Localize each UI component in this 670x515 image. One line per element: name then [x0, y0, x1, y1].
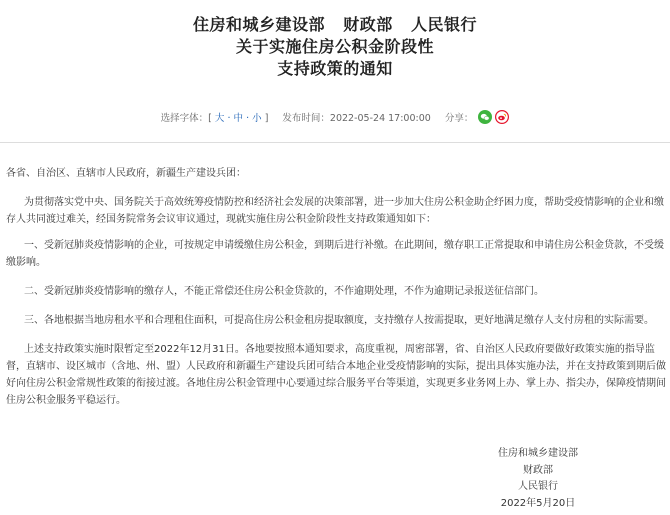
item-1-paragraph: 一、受新冠肺炎疫情影响的企业，可按规定申请缓缴住房公积金，到期后进行补缴。在此期间，缴存职工正常提取和申请住房公积金贷款，不受缓缴影响。 — [6, 240, 664, 268]
closing-paragraph: 上述支持政策实施时限暂定至2022年12月31日。各地要按照本通知要求，高度重视，周密部署，省、自治区人民政府要做好政策实施的指导监督，直辖市、设区城市（含地、州、盟）人民政府和新疆生产建设兵团可结合本地企业受疫情影响的实际，提出具体实施办法，并在支持政策到期后做好向住房公积金常规性政策的衔接过渡。各地住房公积金管理中心要通过综合服务平台等渠道，实现更多业务网上办、掌上办、指尖办，保障疫情期间住房公积金服务平稳运行。 — [6, 344, 666, 406]
intro-paragraph: 为贯彻落实党中央、国务院关于高效统筹疫情防控和经济社会发展的决策部署，进一步加大住房公积金助企纾困力度，帮助受疫情影响的企业和缴存人共同渡过难关，经国务院常务会议审议通过，现就实施住房公积金阶段性支持政策通知如下： — [6, 197, 664, 225]
share-label: 分享： — [444, 113, 474, 124]
font-size-small-link[interactable]: 小 — [252, 113, 262, 124]
share-icons — [478, 110, 509, 124]
font-size-medium-link[interactable]: 中 — [233, 113, 244, 124]
article-title — [0, 14, 670, 80]
signature-org-1: 住房和城乡建设部 — [498, 448, 578, 459]
item-3-paragraph: 三、各地根据当地房租水平和合理租住面积，可提高住房公积金租房提取额度，支持缴存人按需提取，更好地满足缴存人支付房租的实际需要。 — [24, 315, 654, 326]
font-size-label: 选择字体：[ — [160, 113, 212, 124]
article-body — [6, 165, 666, 409]
signature-date: 2022年5月20日 — [500, 497, 576, 509]
publish-date: 发布时间：2022-05-24 17:00:00 — [282, 113, 431, 124]
font-size-large-link[interactable]: 大 — [214, 113, 225, 124]
meta-divider — [0, 142, 670, 143]
title-line-1: 住房和城乡建设部 财政部 人民银行 — [193, 15, 477, 34]
title-line-2: 关于实施住房公积金阶段性 — [235, 37, 434, 56]
signature-org-3: 人民银行 — [518, 481, 558, 492]
weibo-icon[interactable] — [495, 110, 509, 124]
signature-block — [468, 446, 608, 512]
font-size-close: ] — [264, 113, 269, 124]
title-line-3: 支持政策的通知 — [277, 59, 393, 78]
signature-org-2: 财政部 — [523, 464, 553, 476]
wechat-icon[interactable] — [478, 110, 492, 124]
item-2-paragraph: 二、受新冠肺炎疫情影响的缴存人，不能正常偿还住房公积金贷款的，不作逾期处理，不作为逾期记录报送征信部门。 — [24, 286, 544, 297]
font-size-selector — [161, 110, 269, 124]
salutation: 各省、自治区、直辖市人民政府，新疆生产建设兵团： — [6, 168, 246, 179]
font-size-dot: · — [246, 113, 250, 124]
article-meta — [0, 110, 670, 124]
font-size-dot: · — [227, 113, 231, 124]
